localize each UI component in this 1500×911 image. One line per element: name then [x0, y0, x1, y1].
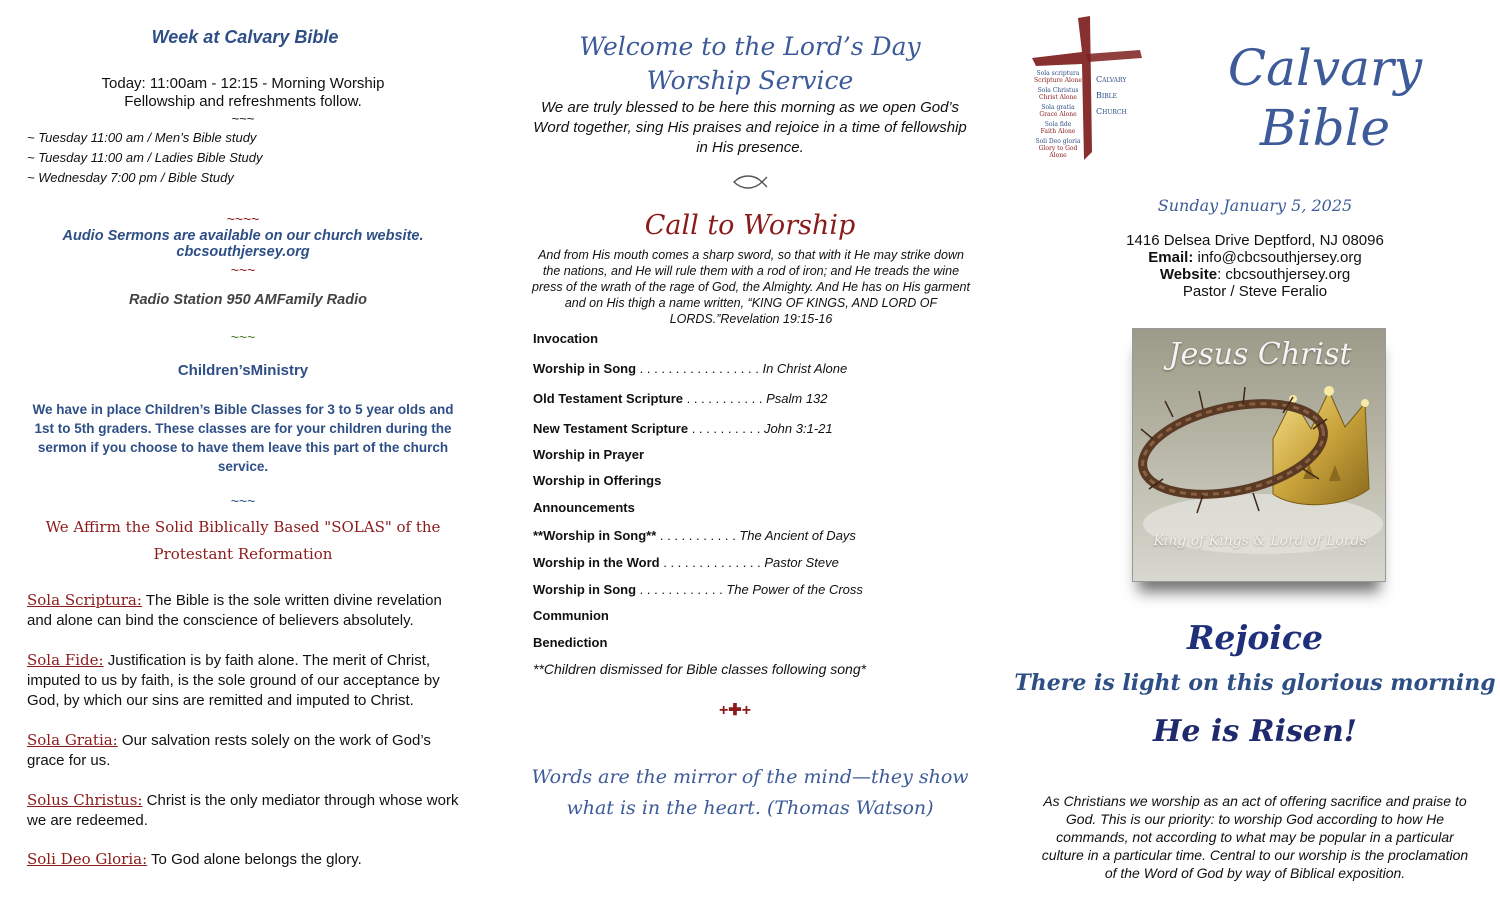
sola-term: Soli Deo Gloria:: [27, 850, 148, 868]
order-item-song: Worship in Song . . . . . . . . . . . . . . . . . In Christ Alone: [533, 361, 848, 376]
church-title-line1: Calvary: [1227, 39, 1423, 97]
sola-scriptura: [27, 590, 467, 631]
fish-icon: [732, 174, 768, 190]
center-panel: [510, 0, 990, 911]
church-cross-logo: [1028, 14, 1148, 164]
logo-sola: Faith Alone: [1040, 128, 1076, 135]
pastor-name: Pastor / Steve Feralio: [1182, 283, 1328, 300]
children-dismissed-note: **Children dismissed for Bible classes following song*: [533, 661, 867, 677]
light-line: There is light on this glorious morning: [1014, 670, 1496, 696]
order-item-nt-scripture: New Testament Scripture . . . . . . . . . . John 3:1-21: [533, 421, 833, 436]
schedule-item: ~ Wednesday 7:00 pm / Bible Study: [27, 170, 234, 185]
sola-term: Sola Scriptura:: [27, 591, 142, 609]
tilde-divider: ~~~: [230, 262, 256, 278]
sola-term: Sola Fide:: [27, 651, 104, 669]
logo-sola: Christ Alone: [1039, 94, 1077, 101]
email-link[interactable]: info@cbcsouthjersey.org: [1193, 249, 1362, 266]
audio-sermons-text: Audio Sermons are available on our church website.: [62, 228, 424, 244]
logo-sola: Sola gratia: [1041, 104, 1075, 111]
sola-term: Solus Christus:: [27, 791, 143, 809]
sola-definition: The Bible is the sole written divine revelation and alone can bind the conscience of believers absolutely.: [27, 592, 442, 629]
sola-term: Sola Gratia:: [27, 731, 118, 749]
sola-definition: Christ is the only mediator through whose work we are redeemed.: [27, 792, 459, 829]
audio-website-link[interactable]: cbcsouthjersey.org: [176, 244, 310, 260]
logo-sola: Grace Alone: [1039, 111, 1077, 118]
logo-church-word: Church: [1096, 107, 1127, 116]
sola-definition: To God alone belongs the glory.: [147, 851, 362, 868]
order-item-benediction: Benediction: [533, 635, 608, 650]
logo-sola: Soli Deo gloria: [1035, 138, 1081, 145]
sola-fide: [27, 650, 467, 711]
order-item-offerings: Worship in Offerings: [533, 473, 662, 488]
soli-deo-gloria: [27, 849, 467, 870]
schedule-item: ~ Tuesday 11:00 am / Men’s Bible study: [27, 130, 257, 145]
logo-sola: Scripture Alone: [1034, 77, 1082, 84]
call-to-worship-title: Call to Worship: [644, 210, 856, 241]
fellowship-line: Fellowship and refreshments follow.: [124, 93, 362, 110]
church-website: Website: cbcsouthjersey.org: [1159, 266, 1351, 283]
website-link[interactable]: : cbcsouthjersey.org: [1217, 266, 1351, 283]
church-title-line2: Bible: [1259, 99, 1391, 157]
left-panel: [0, 0, 490, 911]
image-bottom-text: King of Kings & Lord of Lords: [1153, 533, 1367, 549]
cross-ornament-icon: +✚+: [718, 702, 752, 719]
worship-statement: As Christians we worship as an act of offering sacrifice and praise to God. This is our priority: to worship God according to how He commands, not according to what may be popular in a particular culture in a particular time. Central to our worship is the proclamation of the Word of God by way of Biblical exposition.: [1041, 793, 1469, 881]
order-item-ot-scripture: Old Testament Scripture . . . . . . . . . . . Psalm 132: [533, 391, 828, 406]
service-date: Sunday January 5, 2025: [1157, 196, 1353, 215]
order-item-announcements: Announcements: [533, 500, 635, 515]
order-item-invocation: Invocation: [533, 331, 599, 346]
welcome-title-line1: Welcome to the Lord’s Day: [579, 32, 921, 61]
solus-christus: [27, 790, 467, 831]
tilde-divider: ~~~: [230, 329, 256, 345]
children-ministry-title: Children’sMinistry: [177, 362, 309, 379]
rejoice-heading: Rejoice: [1187, 618, 1323, 657]
order-item-word: Worship in the Word . . . . . . . . . . . . . . Pastor Steve: [533, 555, 839, 570]
right-panel: [1010, 0, 1500, 911]
logo-church-word: Bible: [1096, 91, 1118, 100]
order-item-communion: Communion: [533, 608, 609, 623]
he-is-risen-heading: He is Risen!: [1153, 714, 1357, 749]
call-to-worship-scripture: And from His mouth comes a sharp sword, so that with it He may strike down the nations, and He will rule them with a rod of iron; and He treads the wine press of the wrath of the rage of God, the Almighty. And He has on His garment and on His thigh a name written, “KING OF KINGS, AND LORD OF LORDS.”Revelation 19:15-16: [532, 248, 970, 326]
welcome-title-line2: Worship Service: [646, 66, 854, 95]
sola-gratia: [27, 730, 467, 771]
sola-definition: Our salvation rests solely on the work of God’s grace for us.: [27, 732, 431, 769]
image-top-text: Jesus Christ: [1168, 337, 1352, 372]
tilde-divider: ~~~: [230, 493, 256, 509]
week-title: Week at Calvary Bible: [151, 27, 339, 47]
logo-sola: Sola fide: [1044, 121, 1072, 128]
logo-sola: Sola scriptura: [1036, 70, 1080, 77]
today-line: Today: 11:00am - 12:15 - Morning Worship: [101, 75, 385, 92]
schedule-item: ~ Tuesday 11:00 am / Ladies Bible Study: [27, 150, 263, 165]
logo-sola: Glory to God Alone: [1038, 145, 1078, 159]
children-ministry-text: We have in place Children’s Bible Classes for 3 to 5 year olds and 1st to 5th graders. These classes are for your children during the sermon if you choose to have them leave this part of the church service.: [32, 402, 454, 474]
radio-station: Radio Station 950 AMFamily Radio: [129, 292, 367, 308]
order-item-prayer: Worship in Prayer: [533, 447, 645, 462]
tilde-divider: ~~~: [231, 111, 255, 126]
church-address: 1416 Delsea Drive Deptford, NJ 08096: [1126, 232, 1384, 249]
church-email: Email: info@cbcsouthjersey.org: [1148, 249, 1362, 266]
tilde-divider: ~~~~: [226, 211, 260, 227]
logo-church-word: Calvary: [1096, 75, 1127, 84]
sola-definition: Justification is by faith alone. The merit of Christ, imputed to us by faith, is the sole ground of our acceptance by God, by which our sins are remitted and imputed to Christ.: [27, 652, 440, 709]
order-item-song-2: **Worship in Song** . . . . . . . . . . . The Ancient of Days: [533, 528, 856, 543]
order-item-song-3: Worship in Song . . . . . . . . . . . . The Power of the Cross: [533, 582, 863, 597]
solas-heading: We Affirm the Solid Biblically Based "SOLAS" of the Protestant Reformation: [45, 518, 441, 563]
welcome-text: We are truly blessed to be here this morning as we open God’s Word together, sing His praises and rejoice in a time of fellowship in His presence.: [533, 99, 967, 156]
crown-of-thorns-image: [1132, 328, 1386, 582]
watson-quote: Words are the mirror of the mind—they show what is in the heart. (Thomas Watson): [531, 766, 969, 819]
logo-sola: Sola Christus: [1037, 87, 1079, 94]
